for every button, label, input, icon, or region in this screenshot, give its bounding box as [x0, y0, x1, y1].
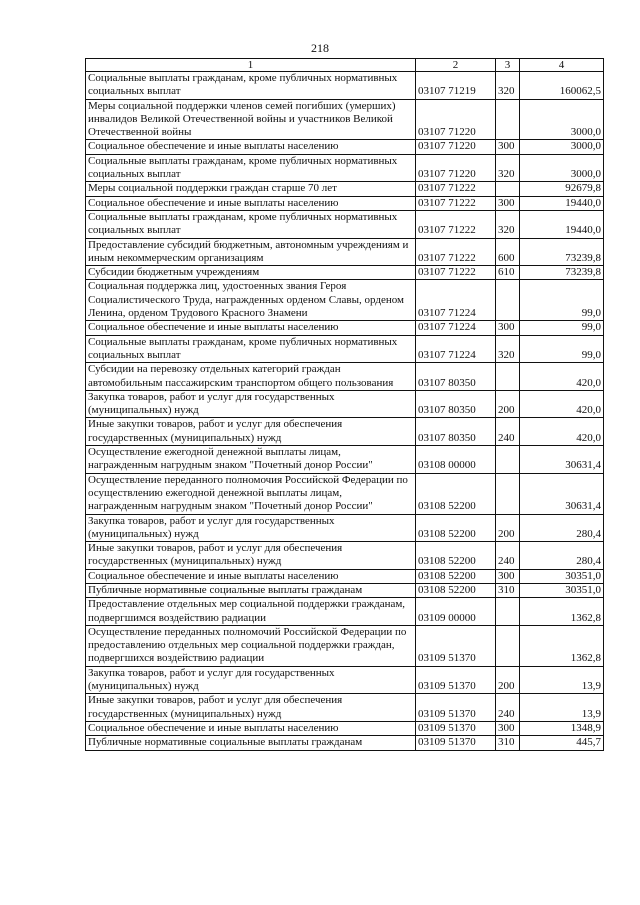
row-expense-type: 240 — [496, 694, 520, 722]
row-expense-type — [496, 280, 520, 321]
row-code: 03108 52200 — [416, 473, 496, 514]
row-name: Закупка товаров, работ и услуг для государственных (муниципальных) нужд — [86, 666, 416, 694]
table-row — [86, 583, 604, 597]
table-row — [86, 210, 604, 238]
row-code: 03109 51370 — [416, 666, 496, 694]
row-expense-type: 300 — [496, 140, 520, 154]
row-code: 03107 71219 — [416, 72, 496, 100]
row-expense-type: 320 — [496, 335, 520, 363]
row-name: Социальное обеспечение и иные выплаты населению — [86, 721, 416, 735]
row-name: Социальные выплаты гражданам, кроме публичных нормативных социальных выплат — [86, 72, 416, 100]
row-amount: 99,0 — [520, 321, 604, 335]
row-amount: 445,7 — [520, 736, 604, 750]
row-amount: 73239,8 — [520, 238, 604, 266]
row-expense-type — [496, 446, 520, 474]
row-expense-type — [496, 598, 520, 626]
table-row — [86, 446, 604, 474]
table-row — [86, 335, 604, 363]
row-expense-type: 240 — [496, 418, 520, 446]
table-row — [86, 542, 604, 570]
table-row — [86, 390, 604, 418]
row-amount: 420,0 — [520, 363, 604, 391]
table-row — [86, 154, 604, 182]
row-code: 03109 00000 — [416, 598, 496, 626]
row-expense-type: 600 — [496, 238, 520, 266]
row-name: Социальное обеспечение и иные выплаты населению — [86, 321, 416, 335]
row-expense-type: 300 — [496, 569, 520, 583]
row-name: Осуществление переданных полномочий Российской Федерации по предоставлению отдельных мер социальной поддержки граждан, подвергшихся воздействию радиации — [86, 625, 416, 666]
row-name: Осуществление ежегодной денежной выплаты лицам, награжденным нагрудным знаком "Почетный донор России" — [86, 446, 416, 474]
row-name: Меры социальной поддержки граждан старше 70 лет — [86, 182, 416, 196]
row-code: 03107 71222 — [416, 266, 496, 280]
table-row — [86, 72, 604, 100]
header-col-4: 4 — [520, 59, 604, 72]
row-code: 03109 51370 — [416, 694, 496, 722]
row-expense-type: 320 — [496, 72, 520, 100]
table-row — [86, 736, 604, 750]
row-amount: 30631,4 — [520, 446, 604, 474]
row-name: Социальные выплаты гражданам, кроме публичных нормативных социальных выплат — [86, 154, 416, 182]
row-code: 03109 51370 — [416, 721, 496, 735]
row-name: Социальное обеспечение и иные выплаты населению — [86, 140, 416, 154]
page-number: 218 — [311, 41, 329, 55]
row-expense-type — [496, 473, 520, 514]
row-code: 03107 80350 — [416, 418, 496, 446]
table-row — [86, 321, 604, 335]
row-amount: 73239,8 — [520, 266, 604, 280]
row-code: 03107 71224 — [416, 335, 496, 363]
row-name: Предоставление отдельных мер социальной поддержки гражданам, подвергшимся воздействию радиации — [86, 598, 416, 626]
row-code: 03107 71224 — [416, 280, 496, 321]
table-row — [86, 666, 604, 694]
row-name: Иные закупки товаров, работ и услуг для обеспечения государственных (муниципальных) нужд — [86, 542, 416, 570]
row-amount: 19440,0 — [520, 210, 604, 238]
row-amount: 420,0 — [520, 390, 604, 418]
row-expense-type: 300 — [496, 321, 520, 335]
row-expense-type: 310 — [496, 583, 520, 597]
row-code: 03109 51370 — [416, 625, 496, 666]
budget-table-body — [86, 59, 604, 751]
row-expense-type: 200 — [496, 390, 520, 418]
row-code: 03107 71222 — [416, 238, 496, 266]
header-col-2: 2 — [416, 59, 496, 72]
row-code: 03107 71222 — [416, 182, 496, 196]
row-amount: 280,4 — [520, 514, 604, 542]
table-row — [86, 280, 604, 321]
row-amount: 1362,8 — [520, 598, 604, 626]
row-amount: 3000,0 — [520, 140, 604, 154]
row-expense-type: 320 — [496, 210, 520, 238]
header-col-3: 3 — [496, 59, 520, 72]
row-expense-type: 320 — [496, 154, 520, 182]
row-amount: 30351,0 — [520, 583, 604, 597]
row-name: Иные закупки товаров, работ и услуг для обеспечения государственных (муниципальных) нужд — [86, 694, 416, 722]
row-name: Публичные нормативные социальные выплаты гражданам — [86, 583, 416, 597]
row-code: 03109 51370 — [416, 736, 496, 750]
row-name: Социальное обеспечение и иные выплаты населению — [86, 196, 416, 210]
row-name: Социальная поддержка лиц, удостоенных звания Героя Социалистического Труда, награжденных орденом Славы, орденом Ленина, орденом Трудового Красного Знамени — [86, 280, 416, 321]
row-code: 03108 52200 — [416, 569, 496, 583]
row-amount: 1348,9 — [520, 721, 604, 735]
row-code: 03107 71224 — [416, 321, 496, 335]
row-amount: 19440,0 — [520, 196, 604, 210]
row-name: Социальные выплаты гражданам, кроме публичных нормативных социальных выплат — [86, 210, 416, 238]
row-code: 03107 71222 — [416, 210, 496, 238]
table-row — [86, 569, 604, 583]
row-name: Иные закупки товаров, работ и услуг для обеспечения государственных (муниципальных) нужд — [86, 418, 416, 446]
row-code: 03107 71220 — [416, 154, 496, 182]
row-code: 03107 71220 — [416, 99, 496, 140]
row-code: 03107 80350 — [416, 390, 496, 418]
row-name: Осуществление переданного полномочия Российской Федерации по осуществлению ежегодной денежной выплаты лицам, награжденным нагрудным знаком "Почетный донор России" — [86, 473, 416, 514]
row-name: Субсидии бюджетным учреждениям — [86, 266, 416, 280]
row-amount: 160062,5 — [520, 72, 604, 100]
header-col-1: 1 — [86, 59, 416, 72]
table-row — [86, 473, 604, 514]
row-expense-type: 300 — [496, 196, 520, 210]
table-row — [86, 694, 604, 722]
row-name: Закупка товаров, работ и услуг для государственных (муниципальных) нужд — [86, 514, 416, 542]
row-expense-type: 610 — [496, 266, 520, 280]
row-amount: 280,4 — [520, 542, 604, 570]
row-name: Меры социальной поддержки членов семей погибших (умерших) инвалидов Великой Отечественной войны и участников Великой Отечественной войны — [86, 99, 416, 140]
row-code: 03108 00000 — [416, 446, 496, 474]
row-code: 03107 71220 — [416, 140, 496, 154]
row-expense-type — [496, 625, 520, 666]
table-row — [86, 418, 604, 446]
row-name: Предоставление субсидий бюджетным, автономным учреждениям и иным некоммерческим организациям — [86, 238, 416, 266]
row-amount: 92679,8 — [520, 182, 604, 196]
row-amount: 420,0 — [520, 418, 604, 446]
row-amount: 1362,8 — [520, 625, 604, 666]
budget-table — [85, 58, 604, 751]
row-expense-type: 300 — [496, 721, 520, 735]
table-row — [86, 238, 604, 266]
row-code: 03108 52200 — [416, 542, 496, 570]
table-row — [86, 598, 604, 626]
header-row — [86, 59, 604, 72]
row-name: Публичные нормативные социальные выплаты гражданам — [86, 736, 416, 750]
row-amount: 3000,0 — [520, 99, 604, 140]
table-row — [86, 721, 604, 735]
row-expense-type — [496, 99, 520, 140]
row-code: 03108 52200 — [416, 514, 496, 542]
row-expense-type — [496, 182, 520, 196]
table-row — [86, 266, 604, 280]
table-row — [86, 625, 604, 666]
table-row — [86, 196, 604, 210]
row-name: Субсидии на перевозку отдельных категорий граждан автомобильным пассажирским транспортом общего пользования — [86, 363, 416, 391]
row-name: Социальные выплаты гражданам, кроме публичных нормативных социальных выплат — [86, 335, 416, 363]
row-amount: 99,0 — [520, 335, 604, 363]
row-name: Закупка товаров, работ и услуг для государственных (муниципальных) нужд — [86, 390, 416, 418]
row-name: Социальное обеспечение и иные выплаты населению — [86, 569, 416, 583]
row-amount: 13,9 — [520, 694, 604, 722]
row-amount: 30351,0 — [520, 569, 604, 583]
row-expense-type — [496, 363, 520, 391]
row-amount: 3000,0 — [520, 154, 604, 182]
row-amount: 13,9 — [520, 666, 604, 694]
table-row — [86, 182, 604, 196]
row-amount: 30631,4 — [520, 473, 604, 514]
row-amount: 99,0 — [520, 280, 604, 321]
row-code: 03107 71222 — [416, 196, 496, 210]
row-expense-type: 200 — [496, 514, 520, 542]
row-expense-type: 240 — [496, 542, 520, 570]
row-code: 03108 52200 — [416, 583, 496, 597]
table-row — [86, 140, 604, 154]
row-code: 03107 80350 — [416, 363, 496, 391]
table-row — [86, 514, 604, 542]
row-expense-type: 310 — [496, 736, 520, 750]
table-row — [86, 99, 604, 140]
row-expense-type: 200 — [496, 666, 520, 694]
table-row — [86, 363, 604, 391]
